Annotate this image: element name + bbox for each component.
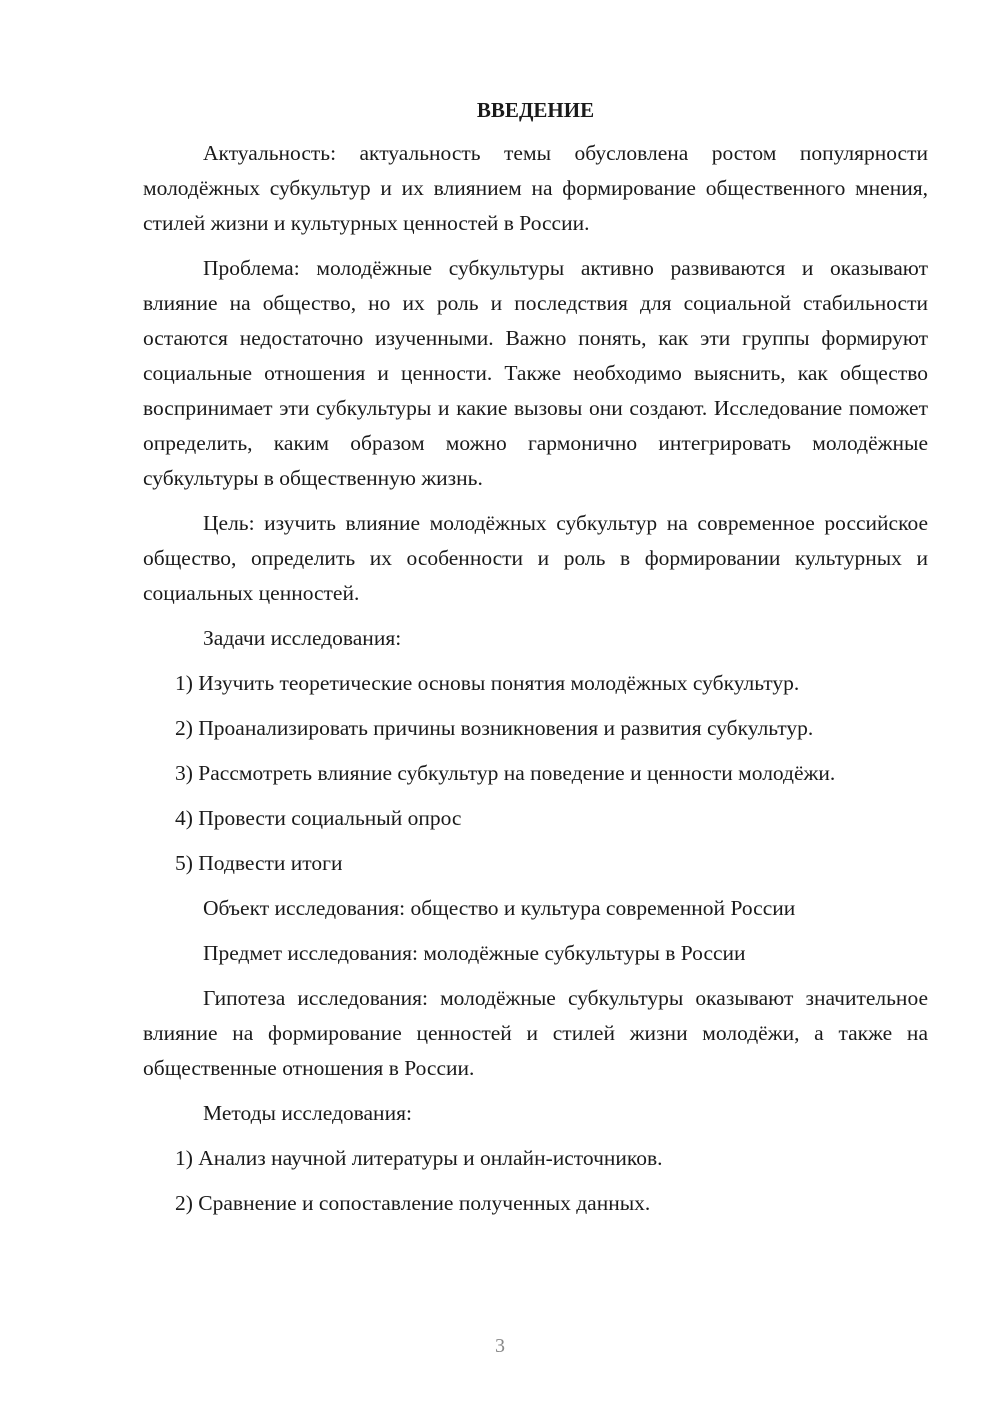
goal-paragraph: Цель: изучить влияние молодёжных субкультур на современное российское общество, определить их особенности и роль в формировании культурных и социальных ценностей. bbox=[143, 511, 928, 605]
task-item-2: 2) Проанализировать причины возникновения и развития субкультур. bbox=[175, 716, 814, 740]
task-item-4: 4) Провести социальный опрос bbox=[175, 806, 462, 830]
research-subject: Предмет исследования: молодёжные субкультуры в России bbox=[203, 941, 746, 965]
task-item-1: 1) Изучить теоретические основы понятия молодёжных субкультур. bbox=[175, 671, 800, 695]
methods-heading: Методы исследования: bbox=[203, 1101, 412, 1125]
method-item-1: 1) Анализ научной литературы и онлайн-источников. bbox=[175, 1146, 663, 1170]
research-object: Объект исследования: общество и культура современной России bbox=[203, 896, 796, 920]
task-item-5: 5) Подвести итоги bbox=[175, 851, 343, 875]
tasks-heading: Задачи исследования: bbox=[203, 626, 402, 650]
task-item-3: 3) Рассмотреть влияние субкультур на поведение и ценности молодёжи. bbox=[175, 761, 836, 785]
page-number: 3 bbox=[495, 1335, 505, 1357]
problem-paragraph: Проблема: молодёжные субкультуры активно развиваются и оказывают влияние на общество, но их роль и последствия для социальной стабильности остаются недостаточно изученными. Важно понять, как эти группы формируют социальные отношения и ценности. Также необходимо выяснить, как общество воспринимает эти субкультуры и какие вызовы они создают. Исследование поможет определить, каким образом можно гармонично интегрировать молодёжные субкультуры в общественную жизнь. bbox=[143, 256, 928, 490]
section-heading: ВВЕДЕНИЕ bbox=[476, 98, 595, 122]
hypothesis-paragraph: Гипотеза исследования: молодёжные субкультуры оказывают значительное влияние на формирование ценностей и стилей жизни молодёжи, а также на общественные отношения в России. bbox=[143, 986, 928, 1080]
method-item-2: 2) Сравнение и сопоставление полученных данных. bbox=[175, 1191, 651, 1215]
relevance-paragraph: Актуальность: актуальность темы обусловлена ростом популярности молодёжных субкультур и их влиянием на формирование общественного мнения, стилей жизни и культурных ценностей в России. bbox=[143, 141, 928, 235]
document-page bbox=[143, 95, 928, 1231]
